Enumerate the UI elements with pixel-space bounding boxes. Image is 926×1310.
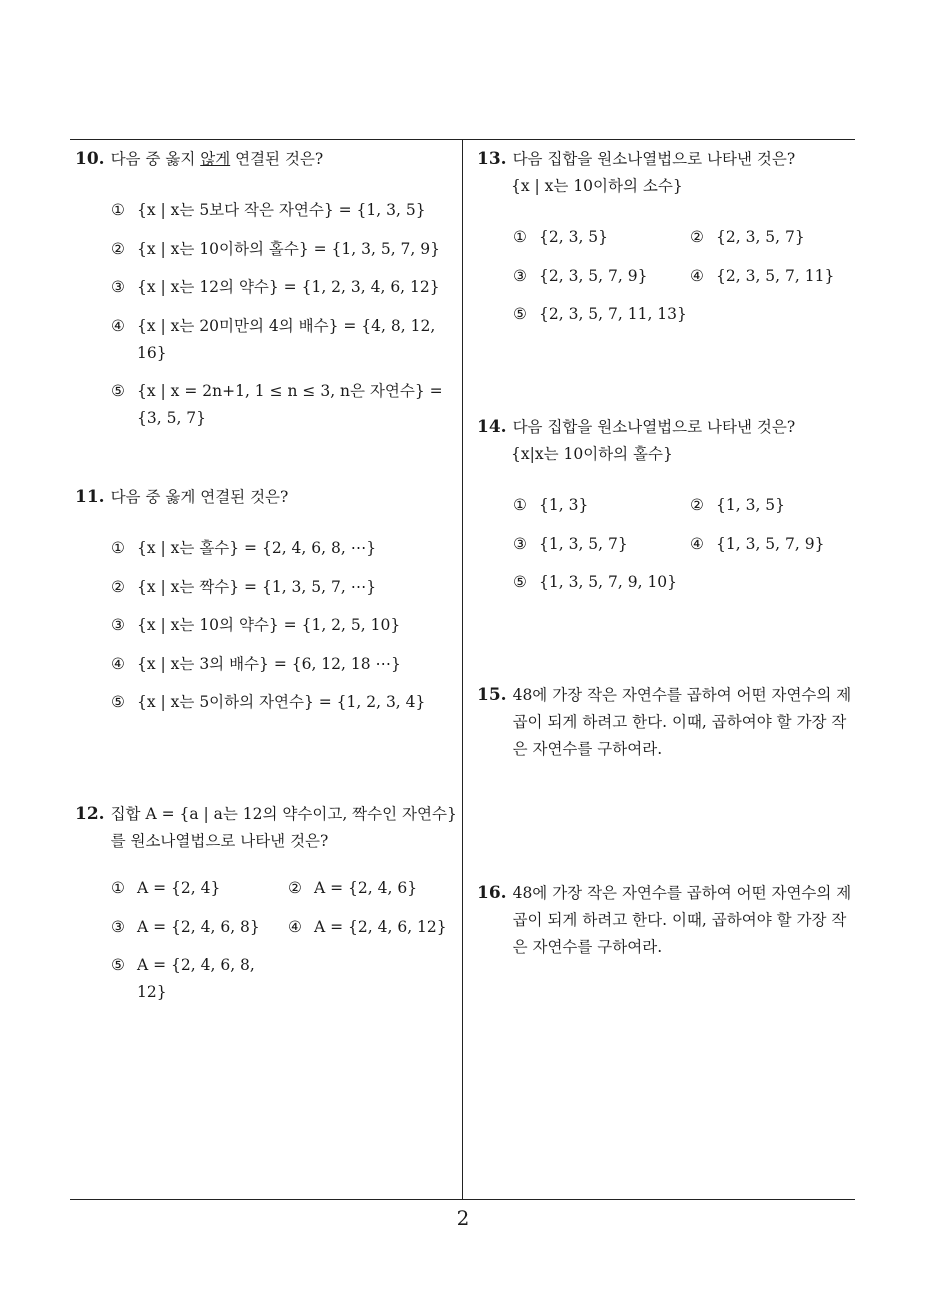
- option-5[interactable]: ⑤ {x | x = 2n+1, 1 ≤ n ≤ 3, n은 자연수} = {3, 5, 7}: [111, 382, 443, 427]
- question-text: 다음 중 옳게 연결된 것은?: [110, 488, 289, 506]
- question-number: 16.: [477, 883, 507, 903]
- option-1[interactable]: ① A = {2, 4}: [111, 879, 221, 897]
- option-2[interactable]: ② {x | x는 짝수} = {1, 3, 5, 7, ⋯}: [111, 577, 377, 596]
- option-5[interactable]: ⑤ {2, 3, 5, 7, 11, 13}: [513, 305, 687, 323]
- question-number: 15.: [477, 685, 507, 705]
- option-3[interactable]: ③ {2, 3, 5, 7, 9}: [513, 266, 648, 285]
- question-text: 다음 집합을 원소나열법으로 나타낸 것은?: [512, 150, 796, 168]
- question-text: 다음 중 옳지 않게 연결된 것은?: [110, 150, 324, 168]
- page-number: 2: [456, 1206, 470, 1230]
- option-5[interactable]: ⑤ {x | x는 5이하의 자연수} = {1, 2, 3, 4}: [111, 693, 426, 711]
- question-number: 10.: [75, 149, 105, 169]
- option-4[interactable]: ④ A = {2, 4, 6, 12}: [288, 917, 447, 936]
- question-text: 48에 가장 작은 자연수를 곱하여 어떤 자연수의 제곱이 되게 하려고 한다. 이때, 곱하여야 할 가장 작은 자연수를 구하여라.: [512, 686, 852, 758]
- option-2[interactable]: ② {2, 3, 5, 7}: [690, 228, 805, 246]
- question-number: 13.: [477, 149, 507, 169]
- option-4[interactable]: ④ {x | x는 3의 배수} = {6, 12, 18 ⋯}: [111, 654, 401, 673]
- question-13: [477, 146, 857, 328]
- question-set-expression: {x | x는 10이하의 소수}: [511, 177, 683, 195]
- option-3[interactable]: ③ {x | x는 12의 약수} = {1, 2, 3, 4, 6, 12}: [111, 278, 440, 296]
- question-text: 48에 가장 작은 자연수를 곱하여 어떤 자연수의 제곱이 되게 하려고 한다. 이때, 곱하여야 할 가장 작은 자연수를 구하여라.: [512, 884, 852, 956]
- question-text: 다음 집합을 원소나열법으로 나타낸 것은?: [512, 418, 796, 436]
- option-4[interactable]: ④ {2, 3, 5, 7, 11}: [690, 266, 835, 285]
- question-14: [477, 414, 857, 596]
- option-3[interactable]: ③ {1, 3, 5, 7}: [513, 534, 628, 553]
- bottom-rule: [70, 1199, 855, 1200]
- option-1[interactable]: ① {1, 3}: [513, 496, 589, 514]
- question-10: [75, 146, 455, 444]
- option-1[interactable]: ① {x | x는 홀수} = {2, 4, 6, 8, ⋯}: [111, 539, 377, 557]
- option-5[interactable]: ⑤ {1, 3, 5, 7, 9, 10}: [513, 573, 678, 591]
- question-set-expression: {x|x는 10이하의 홀수}: [511, 445, 673, 463]
- question-number: 12.: [75, 804, 105, 824]
- option-1[interactable]: ① {2, 3, 5}: [513, 228, 609, 246]
- question-11: [75, 484, 455, 728]
- option-5[interactable]: ⑤ A = {2, 4, 6, 8, 12}: [111, 956, 255, 1001]
- question-number: 11.: [75, 487, 105, 507]
- option-2[interactable]: ② {x | x는 10이하의 홀수} = {1, 3, 5, 7, 9}: [111, 239, 440, 258]
- option-1[interactable]: ① {x | x는 5보다 작은 자연수} = {1, 3, 5}: [111, 201, 426, 219]
- question-12: [75, 801, 457, 1006]
- option-3[interactable]: ③ A = {2, 4, 6, 8}: [111, 917, 260, 936]
- question-text: 집합 A = {a | a는 12의 약수이고, 짝수인 자연수}를 원소나열법으로 나타낸 것은?: [110, 805, 457, 850]
- option-3[interactable]: ③ {x | x는 10의 약수} = {1, 2, 5, 10}: [111, 616, 401, 634]
- underlined-word: 않게: [200, 150, 231, 168]
- column-divider: [462, 139, 463, 1200]
- option-2[interactable]: ② A = {2, 4, 6}: [288, 879, 418, 897]
- question-number: 14.: [477, 417, 507, 437]
- question-16: [477, 880, 859, 961]
- option-2[interactable]: ② {1, 3, 5}: [690, 496, 786, 514]
- option-4[interactable]: ④ {1, 3, 5, 7, 9}: [690, 534, 825, 553]
- option-4[interactable]: ④ {x | x는 20미만의 4의 배수} = {4, 8, 12, 16}: [111, 316, 436, 362]
- question-15: [477, 682, 859, 763]
